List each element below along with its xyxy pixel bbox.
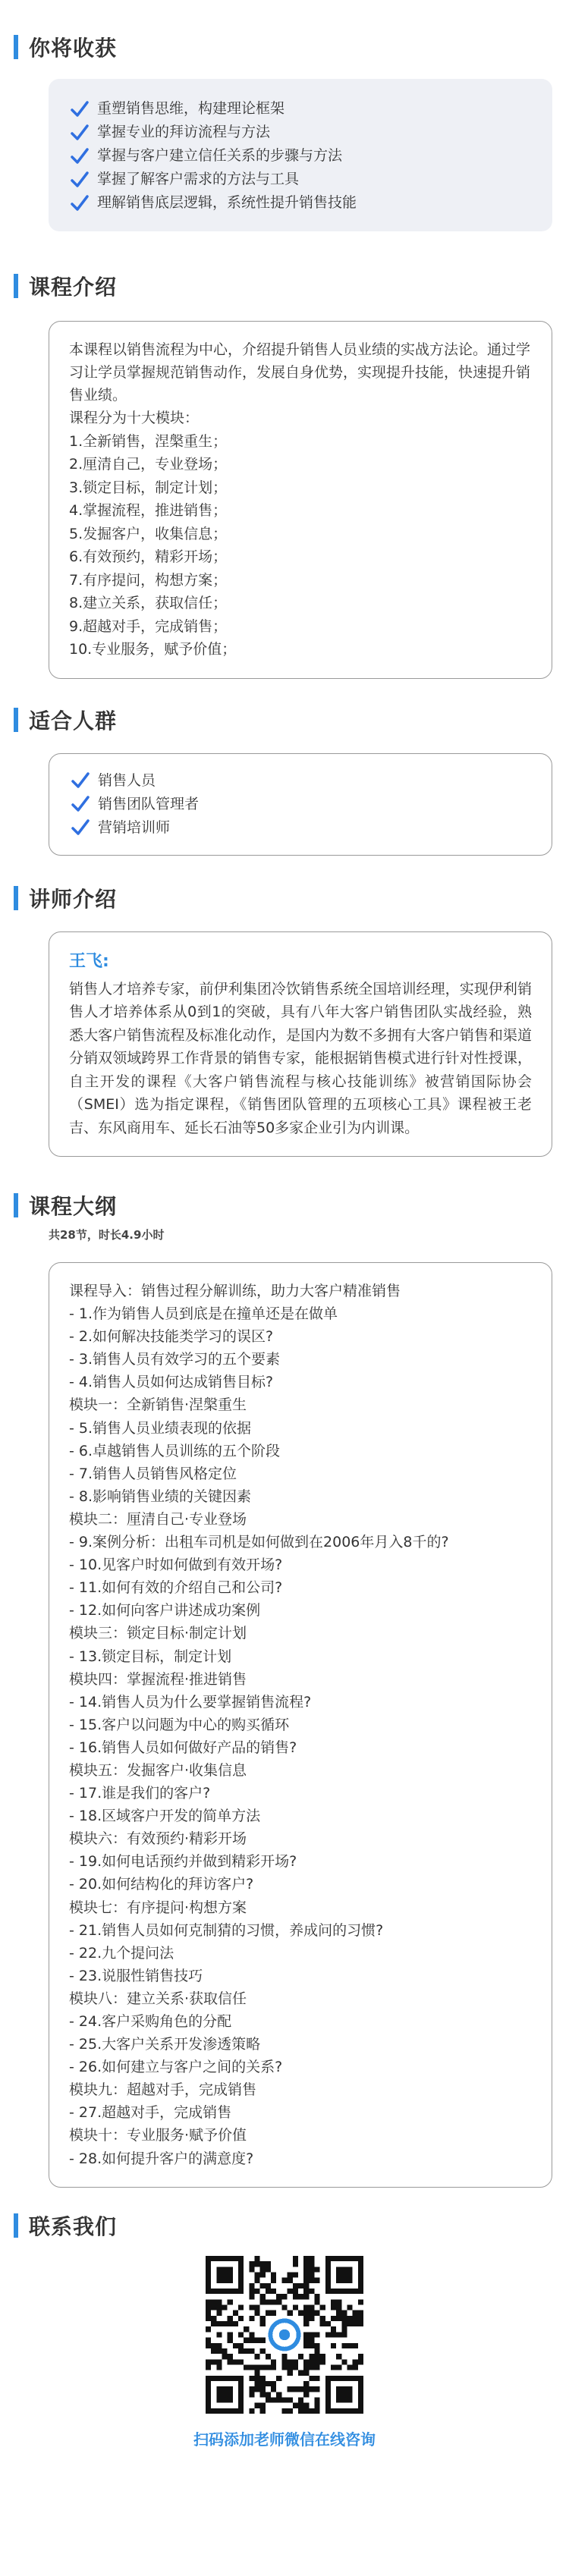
syllabus-module-heading: 模块四：掌握流程·推进销售 (69, 1670, 247, 1688)
syllabus-lesson: - 6.卓越销售人员训练的五个阶段 (69, 1442, 281, 1459)
check-icon (71, 794, 90, 814)
intro-module: 9.超越对手，完成销售； (69, 617, 228, 635)
contact-section-head (17, 2210, 552, 2241)
syllabus-module-heading: 模块一：全新销售·涅槃重生 (69, 1396, 247, 1414)
audience-section-head (17, 705, 552, 735)
syllabus-module-heading: 模块六：有效预约·精彩开场 (69, 1830, 247, 1848)
section-accent-bar (14, 708, 18, 732)
check-icon (70, 193, 90, 213)
intro-module: 3.锁定目标，制定计划； (69, 479, 228, 496)
syllabus-lesson: - 15.客户以问题为中心的购买循环 (69, 1716, 290, 1733)
syllabus-lesson: - 4.销售人员如何达成销售目标? (69, 1374, 274, 1391)
check-icon (71, 818, 90, 837)
teacher-bio: 销售人才培养专家，前伊利集团冷饮销售系统全国培训经理，实现伊利销售人才培养体系从0到1的突破，具有八年大客户销售团队实战经验，熟悉大客户销售流程及标准化动作，是国内为数不多拥有大客户销售和渠道分销双领域跨界工作背景的销售专家，能根据销售模式进行针对性授课，自主开发的课程《大客户销售流程与核心技能训练》被营销国际协会（SMEI）选为指定课程，《销售团队管理的五项核心工具》课程被王老吉、东风商用车、延长石油等50多家企业引为内训课。 (69, 980, 532, 1136)
syllabus-lesson: - 10.见客户时如何做到有效开场? (69, 1557, 283, 1574)
intro-modules-heading: 课程分为十大模块： (69, 410, 200, 426)
syllabus-lesson: - 1.作为销售人员到底是在撞单还是在做单 (69, 1305, 338, 1323)
syllabus-lesson: - 17.谁是我们的客户? (69, 1785, 211, 1802)
syllabus-lesson: - 5.销售人员业绩表现的依据 (69, 1419, 252, 1437)
syllabus-meta: 共28节，时长4.9小时 (49, 1228, 165, 1242)
syllabus-lesson: - 26.如何建立与客户之间的关系? (69, 2059, 283, 2076)
audience-item-text: 销售人员 (98, 771, 156, 789)
syllabus-lesson: - 11.如何有效的介绍自己和公司? (69, 1579, 283, 1597)
syllabus-lesson: - 18.区域客户开发的简单方法 (69, 1808, 261, 1825)
syllabus-lesson: - 14.销售人员为什么要掌握销售流程? (69, 1693, 312, 1711)
intro-title: 课程介绍 (29, 275, 118, 300)
syllabus-lesson: - 21.销售人员如何克制猜的习惯，养成问的习惯? (69, 1921, 384, 1939)
audience-item (71, 769, 533, 793)
check-icon (70, 170, 90, 190)
teacher-title: 讲师介绍 (29, 886, 118, 912)
syllabus-lesson: - 22.九个提问法 (69, 1944, 174, 1962)
gain-item-text: 理解销售底层逻辑，系统性提升销售技能 (97, 194, 357, 211)
syllabus-module-heading: 课程导入：销售过程分解训练，助力大客户精准销售 (69, 1283, 401, 1299)
syllabus-section-head (17, 1190, 552, 1220)
syllabus-module-heading: 模块三：锁定目标·制定计划 (69, 1625, 247, 1642)
syllabus-lesson: - 25.大客户关系开发渗透策略 (69, 2036, 261, 2053)
gain-item (70, 121, 534, 144)
syllabus-title: 课程大纲 (29, 1194, 118, 1219)
contact-title: 联系我们 (29, 2213, 118, 2239)
audience-box (49, 753, 552, 856)
qr-wrap (17, 2256, 552, 2449)
section-accent-bar (14, 274, 18, 298)
syllabus-lesson: - 2.如何解决技能类学习的误区? (69, 1328, 274, 1346)
audience-item (71, 793, 533, 816)
intro-paragraph: 本课程以销售流程为中心，介绍提升销售人员业绩的实战方法论。通过学习让学员掌握规范销售动作，发展自身优势，实现提升技能，快速提升销售业绩。 (69, 341, 531, 404)
syllabus-module-heading: 模块八：建立关系·获取信任 (69, 1990, 247, 2007)
qr-code-icon[interactable] (206, 2256, 363, 2414)
gain-item (70, 168, 534, 191)
teacher-name: 王飞: (69, 951, 109, 971)
syllabus-lesson: - 23.说服性销售技巧 (69, 1967, 203, 1984)
syllabus-lesson: - 13.锁定目标，制定计划 (69, 1648, 232, 1665)
syllabus-lesson: - 28.如何提升客户的满意度? (69, 2150, 254, 2167)
teacher-box (49, 931, 552, 1158)
syllabus-module-heading: 模块九：超越对手，完成销售 (69, 2081, 257, 2099)
gain-item-text: 掌握专业的拜访流程与方法 (97, 124, 271, 140)
check-icon (70, 99, 90, 119)
syllabus-lesson: - 24.客户采购角色的分配 (69, 2013, 232, 2030)
intro-section-head (17, 271, 552, 301)
audience-item-text: 销售团队管理者 (98, 795, 200, 812)
intro-module: 10.专业服务，赋予价值； (69, 641, 237, 658)
qr-caption: 扫码添加老师微信在线咨询 (193, 2430, 376, 2449)
gains-title: 你将收获 (29, 36, 118, 61)
syllabus-lesson: - 3.销售人员有效学习的五个要素 (69, 1351, 281, 1368)
intro-module: 6.有效预约，精彩开场； (69, 548, 228, 565)
gain-item (70, 191, 534, 215)
check-icon (71, 771, 90, 790)
section-accent-bar (14, 35, 18, 59)
syllabus-lesson: - 8.影响销售业绩的关键因素 (69, 1487, 252, 1505)
intro-module: 4.掌握流程，推进销售； (69, 502, 228, 519)
gain-item-text: 重塑销售思维，构建理论框架 (97, 100, 285, 117)
syllabus-module-heading: 模块五：发掘客户·收集信息 (69, 1761, 247, 1779)
syllabus-lesson: - 7.销售人员销售风格定位 (69, 1465, 237, 1482)
intro-module: 7.有序提问，构想方案； (69, 571, 228, 589)
check-icon (70, 146, 90, 166)
teacher-section-head (17, 883, 552, 913)
gain-item (70, 144, 534, 168)
intro-module: 2.厘清自己，专业登场； (69, 456, 228, 473)
intro-module: 8.建立关系，获取信任； (69, 595, 228, 611)
syllabus-lesson: - 9.案例分析：出租车司机是如何做到在2006年月入8千的? (69, 1534, 449, 1551)
syllabus-lesson: - 16.销售人员如何做好产品的销售? (69, 1739, 297, 1756)
syllabus-module-heading: 模块十：专业服务·赋予价值 (69, 2127, 247, 2144)
audience-title: 适合人群 (29, 708, 118, 734)
audience-item-text: 营销培训师 (98, 818, 171, 836)
check-icon (70, 123, 90, 143)
section-accent-bar (14, 2213, 18, 2238)
syllabus-module-heading: 模块二：厘清自己·专业登场 (69, 1510, 247, 1528)
intro-box (49, 321, 552, 679)
audience-item (71, 816, 533, 840)
syllabus-box (49, 1262, 552, 2188)
section-accent-bar (14, 886, 18, 910)
gain-item-text: 掌握了解客户需求的方法与工具 (97, 171, 300, 187)
syllabus-lesson: - 27.超越对手，完成销售 (69, 2104, 232, 2122)
section-accent-bar (14, 1193, 18, 1217)
syllabus-module-heading: 模块七：有序提问·构想方案 (69, 1899, 247, 1916)
intro-module: 1.全新销售，涅槃重生； (69, 432, 228, 450)
syllabus-lesson: - 19.如何电话预约并做到精彩开场? (69, 1853, 297, 1871)
syllabus-lesson: - 20.如何结构化的拜访客户? (69, 1876, 254, 1893)
gains-box (49, 79, 552, 231)
gain-item-text: 掌握与客户建立信任关系的步骤与方法 (97, 147, 343, 164)
intro-module: 5.发掘客户，收集信息； (69, 525, 228, 542)
gain-item (70, 97, 534, 121)
gains-section-head (17, 32, 552, 62)
syllabus-lesson: - 12.如何向客户讲述成功案例 (69, 1602, 261, 1619)
